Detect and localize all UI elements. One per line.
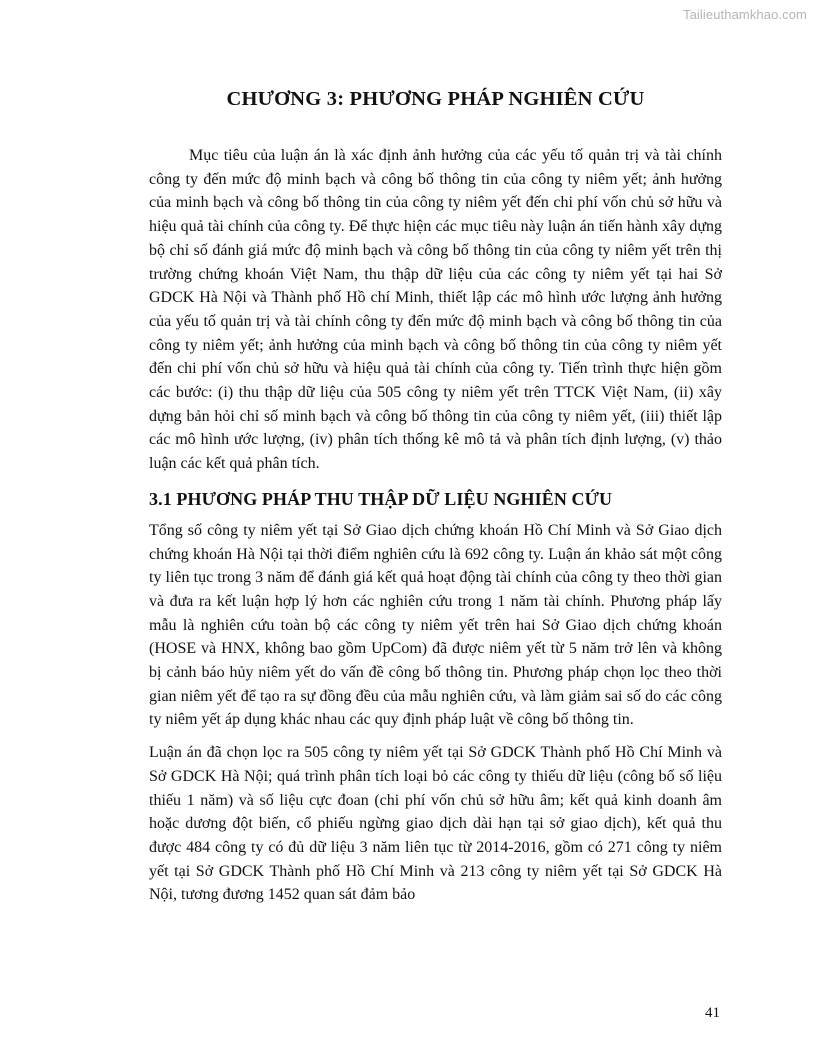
section-title: 3.1 PHƯƠNG PHÁP THU THẬP DỮ LIỆU NGHIÊN CỨU bbox=[149, 488, 613, 509]
page-number: 41 bbox=[705, 1005, 720, 1021]
watermark-text: Tailieuthamkhao.com bbox=[682, 7, 807, 22]
intro-paragraph: Mục tiêu của luận án là xác định ảnh hưởng của các yếu tố quản trị và tài chính công ty đến mức độ minh bạch và công bố thông tin của công ty niêm yết; ảnh hưởng của minh bạch và công bố thông tin của công ty niêm yết đến chi phí vốn chủ sở hữu và hiệu quả tài chính của công ty. Để thực hiện các mục tiêu này luận án tiến hành xây dựng bộ chỉ số đánh giá mức độ minh bạch và công bố thông tin của công ty niêm yết trên thị trường chứng khoán Việt Nam, thu thập dữ liệu của các công ty niêm yết tại hai Sở GDCK Hà Nội và Thành phố Hồ chí Minh, thiết lập các mô hình ước lượng ảnh hưởng của yếu tố quản trị và tài chính công ty đến mức độ minh bạch và công bố thông tin của công ty niêm yết; ảnh hưởng của minh bạch và công bố thông tin của công ty niêm yết đến chi phí vốn chủ sở hữu và hiệu quả tài chính của công ty. Tiến trình thực hiện gồm các bước: (i) thu thập dữ liệu của 505 công ty niêm yết trên TTCK Việt Nam, (ii) xây dựng bản hỏi chỉ số minh bạch và công bố thông tin của công ty niêm yết, (iii) thiết lập các mô hình ước lượng, (iv) phân tích thống kê mô tả và phân tích định lượng, (v) thảo luận các kết quả phân tích. bbox=[149, 147, 722, 473]
section-paragraph-1: Tổng số công ty niêm yết tại Sở Giao dịch chứng khoán Hồ Chí Minh và Sở Giao dịch chứng khoán Hà Nội tại thời điểm nghiên cứu là 692 công ty. Luận án khảo sát một công ty liên tục trong 3 năm để đánh giá kết quả hoạt động tài chính của công ty theo thời gian và đưa ra kết luận hợp lý hơn các nghiên cứu trong 1 năm tài chính. Phương pháp lấy mẫu là nghiên cứu toàn bộ các công ty niêm yết trên hai Sở Giao dịch chứng khoán (HOSE và HNX, không bao gồm UpCom) đã được niêm yết từ 5 năm trở lên và không bị cảnh báo hủy niêm yết do vấn đề công bố thông tin. Phương pháp chọn lọc theo thời gian niêm yết để tạo ra sự đồng đều của mẫu nghiên cứu, và làm giảm sai số do các công ty niêm yết áp dụng khác nhau các quy định pháp luật về công bố thông tin. bbox=[149, 521, 722, 729]
page-content bbox=[149, 84, 722, 907]
chapter-title: CHƯƠNG 3: PHƯƠNG PHÁP NGHIÊN CỨU bbox=[226, 88, 645, 110]
section-paragraph-2: Luận án đã chọn lọc ra 505 công ty niêm yết tại Sở GDCK Thành phố Hồ Chí Minh và Sở GDCK Hà Nội; quá trình phân tích loại bỏ các công ty thiếu dữ liệu (công bố số liệu thiếu 1 năm) và số liệu cực đoan (chi phí vốn chủ sở hữu âm; kết quả kinh doanh âm hoặc dương đột biến, cổ phiếu ngừng giao dịch dài hạn tại sở giao dịch), kết quả thu được 484 công ty có đủ dữ liệu 3 năm liên tục từ 2014-2016, gồm có 271 công ty niêm yết tại Sở GDCK Thành phố Hồ Chí Minh và 213 công ty niêm yết tại Sở GDCK Hà Nội, tương đương 1452 quan sát đảm bảo bbox=[149, 744, 722, 904]
